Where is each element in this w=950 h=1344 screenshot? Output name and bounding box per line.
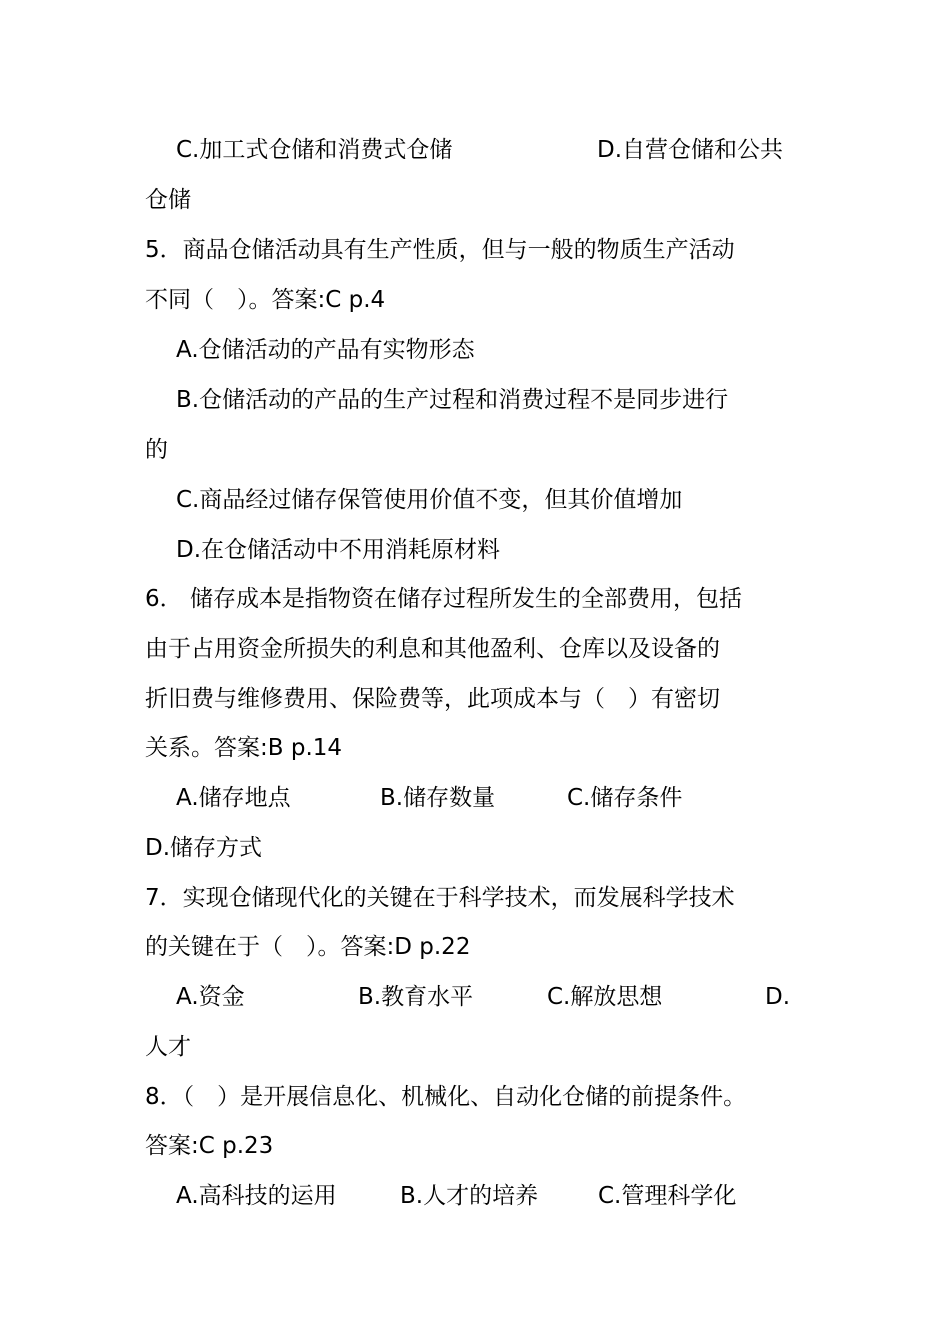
question-7-text: 7．实现仓储现代化的关键在于科学技术，而发展科学技术: [145, 885, 735, 911]
option-b: B.仓储活动的产品的生产过程和消费过程不是同步进行: [176, 387, 729, 413]
option-c: C.管理科学化: [598, 1183, 737, 1209]
question-line: [145, 1126, 825, 1166]
option-a: A.储存地点: [176, 785, 291, 811]
option-d: D.自营仓储和公共: [597, 137, 784, 163]
option-line: [176, 380, 856, 420]
question-6-text: 折旧费与维修费用、保险费等，此项成本与（ ）有密切: [145, 686, 720, 712]
option-d: D.在仓储活动中不用消耗原材料: [176, 537, 501, 563]
option-line: [176, 1176, 856, 1216]
option-line: [176, 778, 856, 818]
text-continuation: 仓储: [145, 187, 191, 213]
question-line: [145, 927, 825, 967]
question-8-answer: 答案:C p.23: [145, 1133, 274, 1159]
option-a: A.高科技的运用: [176, 1183, 337, 1209]
option-a: A.仓储活动的产品有实物形态: [176, 337, 475, 363]
option-line: [176, 530, 856, 570]
option-line: [145, 828, 825, 868]
option-b: B.人才的培养: [400, 1183, 539, 1209]
question-line: [145, 728, 825, 768]
question-6-text: 由于占用资金所损失的利息和其他盈利、仓库以及设备的: [145, 636, 720, 662]
option-b: B.储存数量: [380, 785, 496, 811]
question-6-text: 6． 储存成本是指物资在储存过程所发生的全部费用，包括: [145, 586, 742, 612]
option-d: D.: [765, 984, 791, 1010]
option-line: [176, 977, 856, 1017]
option-c: C.解放思想: [547, 984, 663, 1010]
option-a: A.资金: [176, 984, 245, 1010]
option-c: C.储存条件: [567, 785, 683, 811]
option-line: [176, 480, 856, 520]
question-5-answer: 不同（ ）。答案:C p.4: [145, 287, 386, 313]
text-line: [145, 430, 825, 470]
question-5-text: 5．商品仓储活动具有生产性质，但与一般的物质生产活动: [145, 237, 735, 263]
option-c: C.加工式仓储和消费式仓储: [176, 137, 453, 163]
option-line: [176, 130, 856, 170]
text-line: [145, 1027, 825, 1067]
question-line: [145, 629, 825, 669]
question-line: [145, 579, 825, 619]
question-line: [145, 1077, 825, 1117]
text-line: [145, 180, 825, 220]
option-b: B.教育水平: [358, 984, 474, 1010]
text-continuation: 人才: [145, 1034, 191, 1060]
option-d: D.储存方式: [145, 835, 263, 861]
text-continuation: 的: [145, 437, 168, 463]
question-6-answer: 关系。答案:B p.14: [145, 735, 343, 761]
question-7-answer: 的关键在于（ ）。答案:D p.22: [145, 934, 471, 960]
option-c: C.商品经过储存保管使用价值不变，但其价值增加: [176, 487, 683, 513]
question-line: [145, 679, 825, 719]
question-8-text: 8．（ ）是开展信息化、机械化、自动化仓储的前提条件。: [145, 1084, 747, 1110]
question-line: [145, 230, 825, 270]
question-line: [145, 878, 825, 918]
option-line: [176, 330, 856, 370]
question-line: [145, 280, 825, 320]
